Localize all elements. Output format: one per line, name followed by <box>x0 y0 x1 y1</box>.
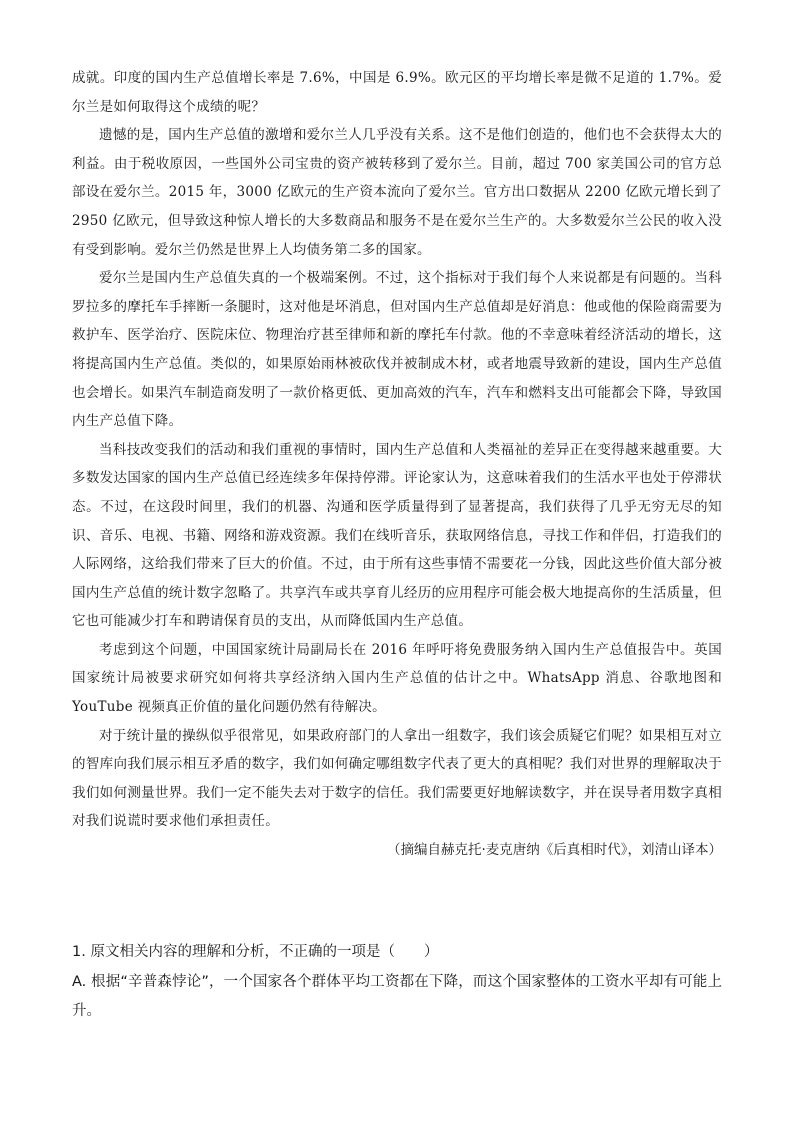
source-citation: （摘编自赫克托·麦克唐纳《后真相时代》，刘清山译本） <box>386 842 722 859</box>
paragraph: 对于统计量的操纵似乎很常见，如果政府部门的人拿出一组数字，我们该会质疑它们呢？如果相互对立的智库向我们展示相互矛盾的数字，我们如何确定哪组数字代表了更大的真相呢？我们对世界的理解取决于我们如何测量世界。我们一定不能失去对于数字的信任。我们需要更好地解读数字，并在误导者用数字真相对我们说谎时要求他们承担责任。 <box>72 727 722 830</box>
paragraph: 遗憾的是，国内生产总值的激增和爱尔兰人几乎没有关系。这不是他们创造的，他们也不会获得太大的利益。由于税收原因，一些国外公司宝贵的资产被转移到了爱尔兰。目前，超过 700 家美国公司的官方总部设在爱尔兰。2015 年，3000 亿欧元的生产资本流向了爱尔兰。官方出口数据从 2200 亿欧元增长到了 2950 亿欧元，但导致这种惊人增长的大多数商品和服务不是在爱尔兰生产的。大多数爱尔兰公民的收入没有受到影响。爱尔兰仍然是世界上人均债务第二多的国家。 <box>72 127 722 258</box>
question-stem: 1. 原文相关内容的理解和分析，不正确的一项是（ ） <box>72 944 439 960</box>
paragraph: 爱尔兰是国内生产总值失真的一个极端案例。不过，这个指标对于我们每个人来说都是有问题的。当科罗拉多的摩托车手摔断一条腿时，这对他是坏消息，但对国内生产总值却是好消息：他或他的保险商需要为救护车、医学治疗、医院床位、物理治疗甚至律师和新的摩托车付款。他的不幸意味着经济活动的增长，这将提高国内生产总值。类似的，如果原始雨林被砍伐并被制成木材，或者地震导致新的建设，国内生产总值也会增长。如果汽车制造商发明了一款价格更低、更加高效的汽车，汽车和燃料支出可能都会下降，导致国内生产总值下降。 <box>72 270 722 430</box>
paragraph-continuation: 成就。印度的国内生产总值增长率是 7.6%，中国是 6.9%。欧元区的平均增长率是微不足道的 1.7%。爱尔兰是如何取得这个成绩的呢？ <box>72 70 722 115</box>
option-a: A. 根据“辛普森悖论”，一个国家各个群体平均工资都在下降，而这个国家整体的工资水平却有可能上升。 <box>72 973 722 1019</box>
question-block <box>72 938 722 1027</box>
paragraph: 当科技改变我们的活动和我们重视的事情时，国内生产总值和人类福祉的差异正在变得越来越重要。大多数发达国家的国内生产总值已经连续多年保持停滞。评论家认为，这意味着我们的生活水平也处于停滞状态。不过，在这段时间里，我们的机器、沟通和医学质量得到了显著提高，我们获得了几乎无穷无尽的知识、音乐、电视、书籍、网络和游戏资源。我们在线听音乐，获取网络信息，寻找工作和伴侣，打造我们的人际网络，这给我们带来了巨大的价值。不过，由于所有这些事情不需要花一分钱，因此这些价值大部分被国内生产总值的统计数字忽略了。共享汽车或共享育儿经历的应用程序可能会极大地提高你的生活质量，但它也可能减少打车和聘请保育员的支出，从而降低国内生产总值。 <box>72 441 722 630</box>
article-body <box>72 64 722 865</box>
paragraph: 考虑到这个问题，中国国家统计局副局长在 2016 年呼吁将免费服务纳入国内生产总值报告中。英国国家统计局被要求研究如何将共享经济纳入国内生产总值的估计之中。WhatsApp 消息、谷歌地图和 YouTube 视频真正价值的量化问题仍然有待解决。 <box>72 641 722 716</box>
